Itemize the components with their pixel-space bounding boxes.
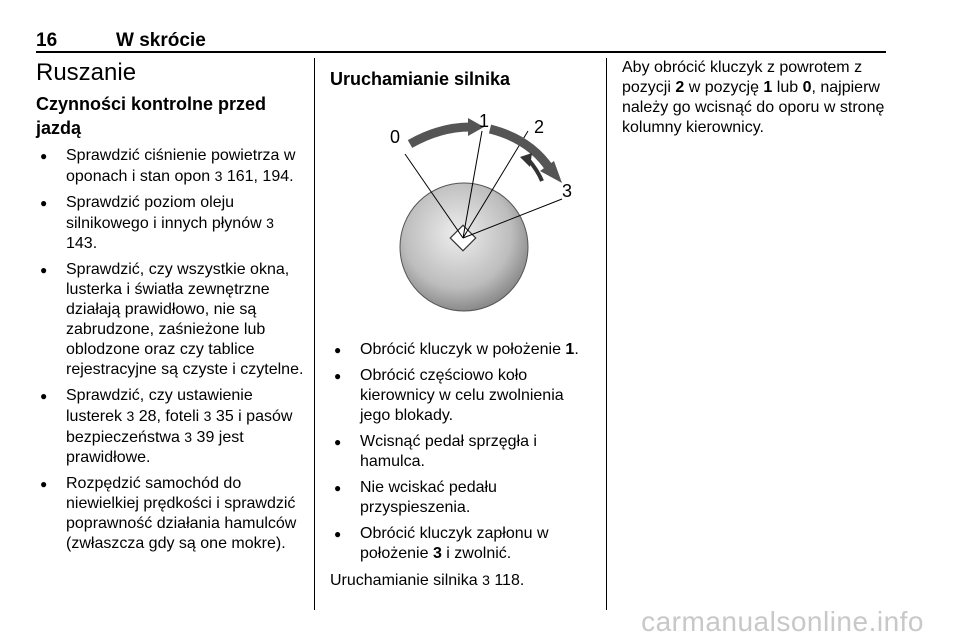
- page-ref[interactable]: 161, 194.: [226, 168, 294, 185]
- main-heading: Ruszanie: [36, 59, 137, 86]
- list-item: ● Rozpędzić samochód do niewielkiej prędkości i sprawdzić poprawność działania hamulców (zwłaszcza gdy są one mokre).: [36, 474, 306, 554]
- page-ref-icon[interactable]: 3: [266, 215, 274, 231]
- list-item: ● Sprawdzić poziom oleju silnikowego i innych płynów 3 143.: [36, 193, 306, 254]
- page-ref-icon[interactable]: 3: [184, 429, 193, 445]
- page-ref[interactable]: 143.: [66, 235, 98, 252]
- column-2: [330, 58, 590, 591]
- header-divider: [36, 51, 886, 53]
- list-item: ● Obrócić kluczyk zapłonu w położenie 3 i zwolnić.: [330, 524, 590, 564]
- page-ref[interactable]: 35 i pasów bezpieczeństwa: [66, 408, 293, 446]
- start-steps: [330, 340, 590, 564]
- list-item: ● Sprawdzić ciśnienie powietrza w oponach i stan opon 3 161, 194.: [36, 146, 306, 187]
- list-item: ● Sprawdzić, czy ustawienie lusterek 3 28, foteli 3 35 i pasów bezpieczeństwa 3 39 jest prawidłowe.: [36, 386, 306, 468]
- watermark: carmanualsonline.info: [641, 606, 924, 637]
- page-ref-icon[interactable]: 3: [203, 408, 212, 424]
- list-item: ● Obrócić częściowo koło kierownicy w celu zwolnienia jego blokady.: [330, 366, 590, 426]
- page-ref[interactable]: 39 jest prawidłowe.: [66, 429, 244, 466]
- column-1: [36, 58, 306, 560]
- checklist: [36, 146, 306, 554]
- list-item: ● Sprawdzić, czy wszystkie okna, lusterka i światła zewnętrzne działają prawidłowo, nie są zabrudzone, zaśnieżone lub oblodzone oraz czy tablice rejestracyjne są czyste i czytelne.: [36, 260, 306, 380]
- page-ref-icon[interactable]: 3: [214, 168, 223, 184]
- list-item: ● Obrócić kluczyk w położenie 1.: [330, 340, 590, 360]
- subheading-checks: Czynności kontrolne przed jazdą: [36, 94, 267, 138]
- page-ref[interactable]: 28, foteli: [138, 408, 200, 425]
- list-item: ● Wcisnąć pedał sprzęgła i hamulca.: [330, 432, 590, 472]
- key-return-paragraph: Aby obrócić kluczyk z powrotem z pozycji 2 w pozycję 1 lub 0, najpierw należy go wcisnąć do oporu w stronę kolumny kierownicy.: [622, 59, 885, 136]
- page-ref[interactable]: 118.: [494, 572, 525, 589]
- list-item: ● Nie wciskać pedału przyspieszenia.: [330, 478, 590, 518]
- start-engine-reference: Uruchamianie silnika 3 118.: [330, 572, 525, 589]
- page-ref-icon[interactable]: 3: [482, 572, 490, 588]
- position-label-2: 2: [534, 117, 545, 137]
- position-label-0: 0: [390, 127, 401, 147]
- ignition-key-diagram: [350, 109, 580, 319]
- page-number: 16: [36, 30, 58, 51]
- arrow-0-to-1-icon: [410, 127, 470, 144]
- column-divider-1: [314, 58, 315, 610]
- position-label-1: 1: [479, 111, 490, 131]
- page-ref-icon[interactable]: 3: [126, 408, 135, 424]
- column-divider-2: [606, 58, 607, 610]
- section-title: W skrócie: [116, 30, 206, 51]
- subheading-start-engine: Uruchamianie silnika: [330, 69, 511, 89]
- position-label-3: 3: [562, 181, 573, 201]
- column-3: [622, 58, 897, 138]
